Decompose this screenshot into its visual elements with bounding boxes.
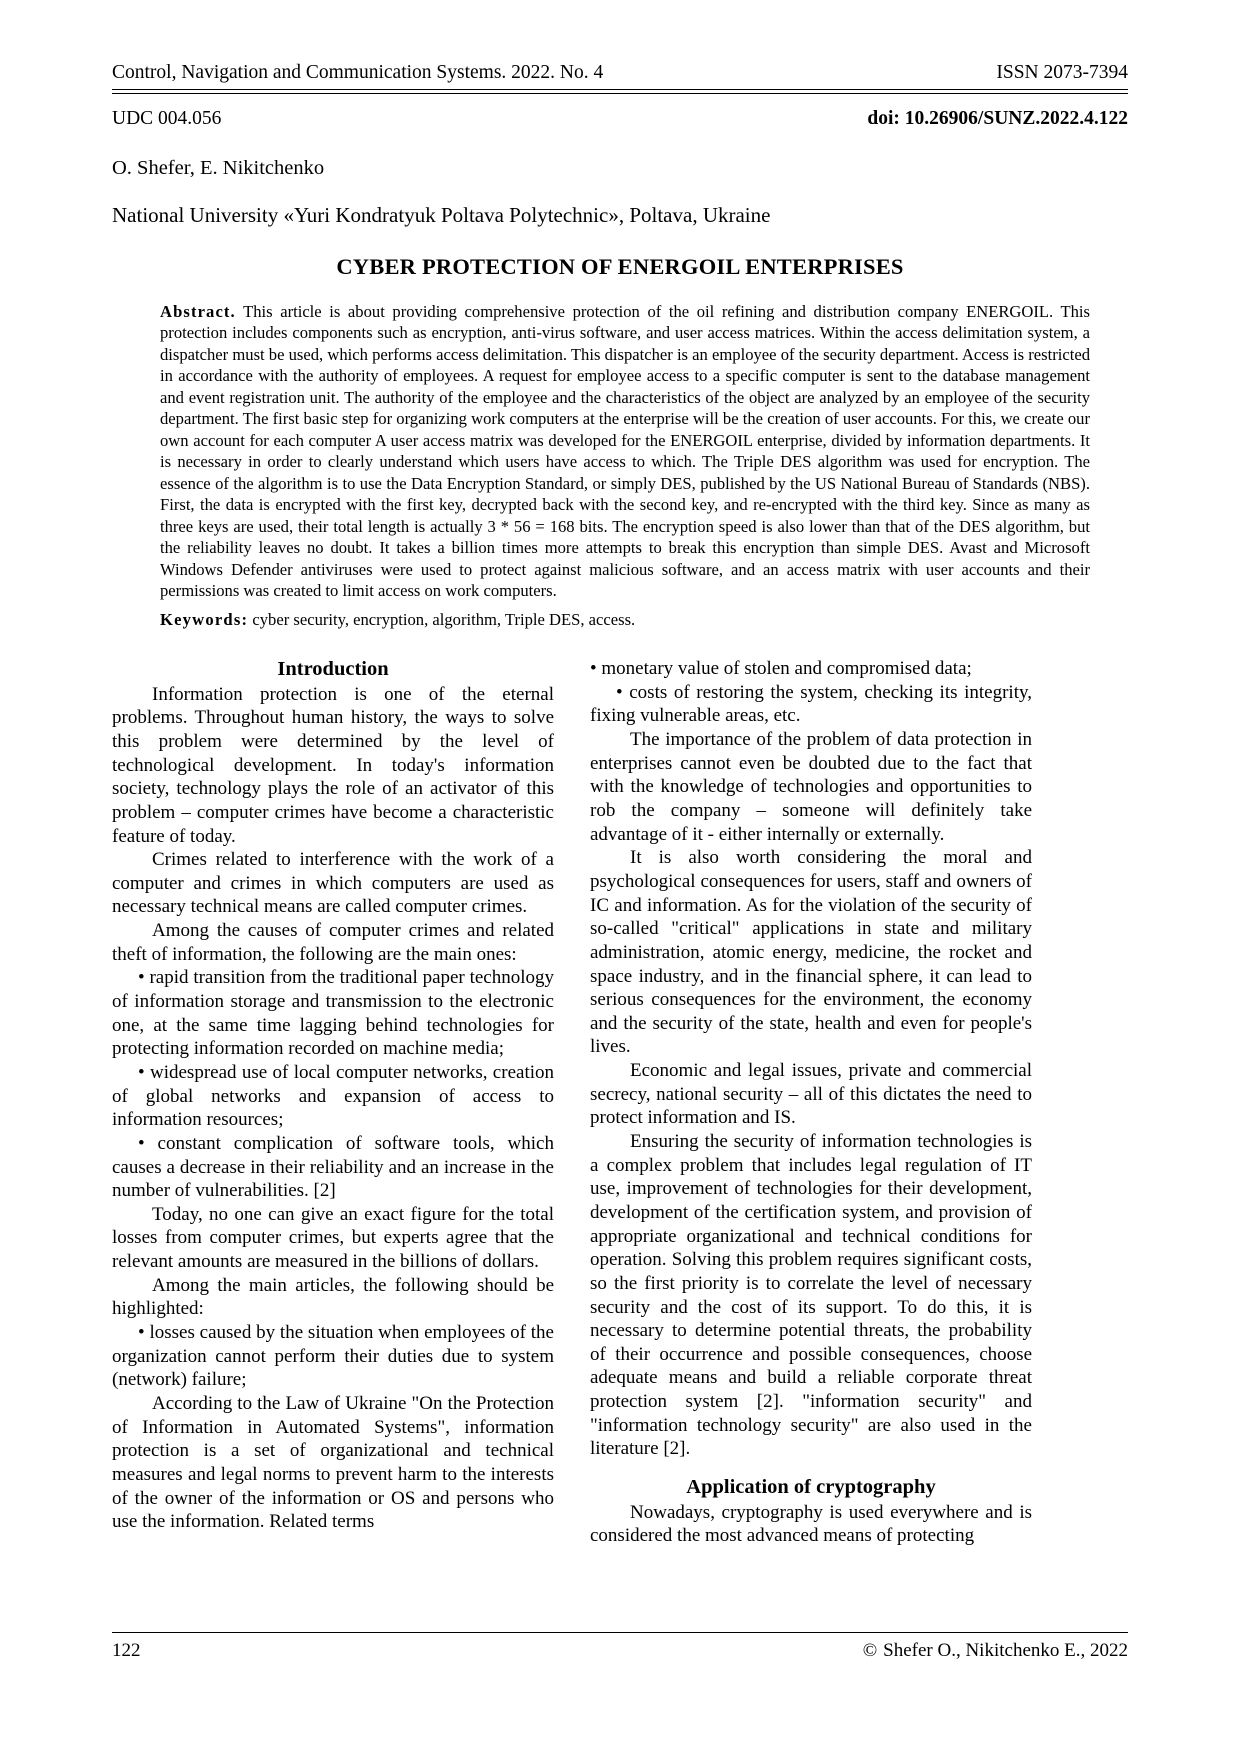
paragraph: Among the causes of computer crimes and related theft of information, the following are the main ones:: [112, 920, 554, 965]
bullet-item: • widespread use of local computer networks, creation of global networks and expansion of access to information resources;: [112, 1061, 554, 1131]
identifier-row: [112, 108, 1128, 130]
running-head-issn: ISSN 2073-7394: [996, 62, 1128, 83]
copyright-notice: [863, 1640, 1128, 1662]
copyright-text: Shefer O., Nikitchenko E., 2022: [883, 1640, 1128, 1661]
paragraph: Today, no one can give an exact figure for the total losses from computer crimes, but experts agree that the relevant amounts are measured in the billions of dollars.: [112, 1203, 554, 1273]
paragraph: Nowadays, cryptography is used everywhere and is considered the most advanced means of protecting: [590, 1501, 1032, 1547]
affiliation: National University «Yuri Kondratyuk Poltava Polytechnic», Poltava, Ukraine: [112, 202, 771, 227]
keywords-label: Keywords:: [160, 609, 249, 629]
right-column: [590, 657, 1032, 1548]
bullet-item: • monetary value of stolen and compromised data;: [590, 658, 972, 680]
bullet-item: • rapid transition from the traditional paper technology of information storage and transmission to the electronic one, at the same time lagging behind technologies for protecting information recorded on machine media;: [112, 967, 554, 1060]
udc-code: UDC 004.056: [112, 107, 222, 129]
body-columns: [112, 657, 1128, 1548]
page-number: 122: [112, 1640, 141, 1661]
paragraph: Crimes related to interference with the work of a computer and crimes in which computers are used as necessary technical means are called computer crimes.: [112, 849, 554, 918]
header-divider: [112, 89, 1128, 94]
bullet-item: • constant complication of software tools, which causes a decrease in their reliability and an increase in the number of vulnerabilities. [2]: [112, 1132, 554, 1202]
doi-link[interactable]: doi: 10.26906/SUNZ.2022.4.122: [867, 107, 1128, 129]
copyright-icon: ©: [862, 1640, 878, 1661]
page-footer: [112, 1632, 1128, 1662]
paragraph: Ensuring the security of information technologies is a complex problem that includes legal regulation of IT use, improvement of technologies for their development, development of the certification system, and provision of appropriate organizational and technical conditions for operation. Solving this problem requires significant costs, so the first priority is to correlate the level of necessary security and the cost of its support. To do this, it is necessary to determine potential threats, the probability of their occurrence and possible consequences, choose adequate means and build a reliable corporate threat protection system [2]. "information security" and "information technology security" are also used in the literature [2].: [590, 1131, 1032, 1460]
abstract-paragraph: [160, 301, 1090, 602]
paragraph: Economic and legal issues, private and commercial secrecy, national security – all of this dictates the need to protect information and IS.: [590, 1060, 1032, 1129]
abstract-text: This article is about providing comprehensive protection of the oil refining and distribution company ENERGOIL. This protection includes components such as encryption, anti-virus software, and user access matrices. Within the access delimitation system, a dispatcher must be used, which performs access delimitation. This dispatcher is an employee of the security department. Access is restricted in accordance with the authority of employees. A request for employee access to a specific computer is sent to the database management and event registration unit. The authority of the employee and the characteristics of the object are analyzed by an employee of the security department. The first basic step for organizing work computers at the enterprise will be the creation of user accounts. For this, we create our own account for each computer A user access matrix was developed for the ENERGOIL enterprise, divided by information departments. It is necessary in order to clearly understand which users have access to which. The Triple DES algorithm was used for encryption. The essence of the algorithm is to use the Data Encryption Standard, or simply DES, published by the US National Bureau of Standards (NBS). First, the data is encrypted with the first key, decrypted back with the second key, and re-encrypted with the third key. Since as many as three keys are used, their total length is actually 3 * 56 = 168 bits. The encryption speed is also lower than that of the DES algorithm, but the reliability leaves no doubt. It takes a billion times more attempts to break this encryption than simple DES. Avast and Microsoft Windows Defender antiviruses were used to protect against malicious software, and an access matrix with user accounts and their permissions was created to limit access on work computers.: [160, 301, 1090, 601]
footer-row: [112, 1640, 1128, 1662]
paragraph: Information protection is one of the eternal problems. Throughout human history, the ways to solve this problem were determined by the level of technological development. In today's information society, technology plays the role of an activator of this problem – computer crimes have become a characteristic feature of today.: [112, 683, 554, 847]
author-list: O. Shefer, E. Nikitchenko: [112, 156, 325, 179]
paragraph: The importance of the problem of data protection in enterprises cannot even be doubted due to the fact that with the knowledge of technologies and opportunities to rob the company – someone will definitely take advantage of it - either internally or externally.: [590, 729, 1032, 845]
keywords-text: cyber security, encryption, algorithm, Triple DES, access.: [252, 609, 636, 629]
bullet-item: • costs of restoring the system, checking its integrity, fixing vulnerable areas, etc.: [590, 681, 1032, 727]
bullet-item: • losses caused by the situation when employees of the organization cannot perform their duties due to system (network) failure;: [112, 1322, 554, 1391]
footer-divider: [112, 1632, 1128, 1633]
running-head-journal: Control, Navigation and Communication Systems. 2022. No. 4: [112, 62, 604, 83]
paragraph: It is also worth considering the moral and psychological consequences for users, staff and owners of IC and information. As for the violation of the security of so-called "critical" applications in state and military administration, atomic energy, medicine, the rocket and space industry, and in the financial sphere, it can lead to serious consequences for the environment, the economy and the security of the state, health and even for people's lives.: [590, 847, 1032, 1058]
left-column: [112, 657, 554, 1548]
page-title: CYBER PROTECTION OF ENERGOIL ENTERPRISES: [336, 253, 904, 279]
section-heading-introduction: Introduction: [277, 658, 389, 681]
abstract-label: Abstract.: [160, 301, 236, 321]
abstract-block: [160, 301, 1090, 630]
paragraph: Among the main articles, the following should be highlighted:: [112, 1274, 554, 1320]
section-heading-application-of-cryptography: Application of cryptography: [686, 1475, 936, 1498]
paragraph: According to the Law of Ukraine "On the Protection of Information in Automated Systems", information protection is a set of organizational and technical measures and legal norms to prevent harm to the interests of the owner of the information or OS and persons who use the information. Related terms: [112, 1392, 554, 1533]
running-head: [112, 62, 1128, 89]
keywords-paragraph: [160, 609, 1090, 630]
